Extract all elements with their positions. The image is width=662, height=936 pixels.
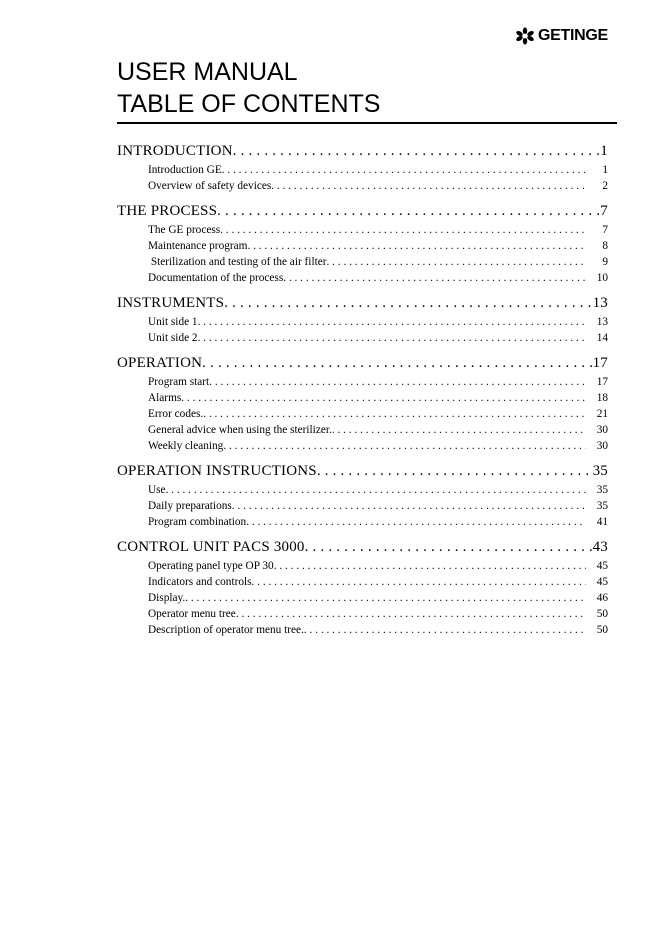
toc-chapter-entry[interactable] bbox=[117, 141, 608, 162]
toc-subsection-entry[interactable] bbox=[117, 270, 608, 286]
toc-subsection-entry[interactable] bbox=[117, 558, 608, 574]
subsection-title: General advice when using the sterilizer. bbox=[148, 424, 332, 436]
subsection-title: Display. bbox=[148, 592, 186, 604]
subsection-title: Documentation of the process bbox=[148, 272, 284, 284]
subsection-page-number: 50 bbox=[596, 624, 608, 636]
subsection-title: Introduction GE bbox=[148, 164, 222, 176]
chapter-page-number: 35 bbox=[592, 463, 608, 479]
toc-subsection-entry[interactable] bbox=[117, 330, 608, 346]
toc-subsection-entry[interactable] bbox=[117, 422, 608, 438]
dot-leader bbox=[332, 422, 586, 438]
subsection-page-number: 50 bbox=[596, 608, 608, 620]
subsection-page-number: 18 bbox=[596, 392, 608, 404]
subsection-page-number: 14 bbox=[596, 332, 608, 344]
toc-subsection-entry[interactable] bbox=[117, 482, 608, 498]
toc-subsection-entry[interactable] bbox=[117, 374, 608, 390]
dot-leader bbox=[305, 537, 593, 558]
subsection-page-number: 41 bbox=[596, 516, 608, 528]
dot-leader bbox=[202, 353, 592, 374]
subsection-title: Alarms bbox=[148, 392, 182, 404]
toc-section bbox=[117, 353, 608, 454]
toc-subsection-entry[interactable] bbox=[117, 222, 608, 238]
subsection-title: Maintenance program bbox=[148, 240, 248, 252]
subsection-title: Use bbox=[148, 484, 166, 496]
dot-leader bbox=[209, 374, 586, 390]
chapter-title: THE PROCESS bbox=[117, 203, 218, 219]
getinge-logo bbox=[515, 26, 608, 46]
dot-leader bbox=[252, 574, 586, 590]
toc-title: TABLE OF CONTENTS bbox=[117, 90, 381, 118]
toc-chapter-entry[interactable] bbox=[117, 201, 608, 222]
subsection-page-number: 35 bbox=[596, 500, 608, 512]
dot-leader bbox=[185, 590, 586, 606]
chapter-title: INSTRUMENTS bbox=[117, 295, 225, 311]
dot-leader bbox=[247, 238, 586, 254]
subsection-title: Operator menu tree bbox=[148, 608, 236, 620]
subsection-page-number: 21 bbox=[596, 408, 608, 420]
subsection-page-number: 13 bbox=[596, 316, 608, 328]
toc-section bbox=[117, 141, 608, 194]
toc-subsection-entry[interactable] bbox=[117, 438, 608, 454]
toc-subsection-entry[interactable] bbox=[117, 498, 608, 514]
toc-section bbox=[117, 461, 608, 530]
subsection-title: Indicators and controls bbox=[148, 576, 252, 588]
toc-subsection-entry[interactable] bbox=[117, 178, 608, 194]
subsection-page-number: 2 bbox=[602, 180, 608, 192]
toc-subsection-entry[interactable] bbox=[117, 254, 608, 270]
toc-section bbox=[117, 537, 608, 638]
toc-subsection-entry[interactable] bbox=[117, 390, 608, 406]
dot-leader bbox=[220, 222, 586, 238]
subsection-page-number: 17 bbox=[596, 376, 608, 388]
heading-divider bbox=[117, 122, 617, 124]
toc-chapter-entry[interactable] bbox=[117, 293, 608, 314]
toc-subsection-entry[interactable] bbox=[117, 162, 608, 178]
subsection-title: Program combination bbox=[148, 516, 247, 528]
subsection-title: Program start bbox=[148, 376, 210, 388]
toc-section bbox=[117, 201, 608, 286]
subsection-title: Description of operator menu tree. bbox=[148, 624, 304, 636]
table-of-contents bbox=[117, 141, 608, 645]
toc-section bbox=[117, 293, 608, 346]
dot-leader bbox=[232, 498, 586, 514]
subsection-title: Unit side 1 bbox=[148, 316, 198, 328]
subsection-page-number: 8 bbox=[602, 240, 608, 252]
page-heading bbox=[117, 56, 617, 120]
chapter-title: OPERATION INSTRUCTIONS bbox=[117, 463, 317, 479]
dot-leader bbox=[203, 406, 586, 422]
dot-leader bbox=[217, 201, 600, 222]
dot-leader bbox=[181, 390, 586, 406]
brand-name: GETINGE bbox=[538, 27, 608, 44]
dot-leader bbox=[327, 254, 587, 270]
chapter-page-number: 43 bbox=[592, 539, 608, 555]
subsection-page-number: 46 bbox=[596, 592, 608, 604]
subsection-title: Sterilization and testing of the air filter bbox=[148, 256, 327, 268]
toc-chapter-entry[interactable] bbox=[117, 461, 608, 482]
subsection-title: Weekly cleaning bbox=[148, 440, 224, 452]
subsection-page-number: 9 bbox=[602, 256, 608, 268]
subsection-title: The GE process bbox=[148, 224, 221, 236]
dot-leader bbox=[224, 293, 592, 314]
subsection-title: Daily preparations bbox=[148, 500, 232, 512]
toc-subsection-entry[interactable] bbox=[117, 590, 608, 606]
subsection-page-number: 1 bbox=[602, 164, 608, 176]
dot-leader bbox=[246, 514, 586, 530]
dot-leader bbox=[223, 438, 586, 454]
dot-leader bbox=[166, 482, 586, 498]
subsection-page-number: 30 bbox=[596, 424, 608, 436]
dot-leader bbox=[233, 141, 601, 162]
subsection-title: Overview of safety devices bbox=[148, 180, 272, 192]
dot-leader bbox=[236, 606, 586, 622]
dot-leader bbox=[274, 558, 586, 574]
dot-leader bbox=[283, 270, 586, 286]
chapter-title: CONTROL UNIT PACS 3000 bbox=[117, 539, 305, 555]
chapter-page-number: 13 bbox=[592, 295, 608, 311]
dot-leader bbox=[271, 178, 586, 194]
chapter-title: OPERATION bbox=[117, 355, 203, 371]
toc-subsection-entry[interactable] bbox=[117, 606, 608, 622]
dot-leader bbox=[317, 461, 593, 482]
getinge-flower-icon bbox=[515, 27, 535, 45]
dot-leader bbox=[304, 622, 586, 638]
subsection-title: Unit side 2 bbox=[148, 332, 198, 344]
dot-leader bbox=[198, 330, 586, 346]
toc-subsection-entry[interactable] bbox=[117, 514, 608, 530]
subsection-page-number: 35 bbox=[596, 484, 608, 496]
subsection-page-number: 30 bbox=[596, 440, 608, 452]
chapter-page-number: 17 bbox=[592, 355, 608, 371]
toc-subsection-entry[interactable] bbox=[117, 406, 608, 422]
subsection-title: Error codes. bbox=[148, 408, 204, 420]
toc-subsection-entry[interactable] bbox=[117, 574, 608, 590]
toc-subsection-entry[interactable] bbox=[117, 238, 608, 254]
subsection-page-number: 45 bbox=[596, 560, 608, 572]
toc-chapter-entry[interactable] bbox=[117, 537, 608, 558]
subsection-page-number: 10 bbox=[596, 272, 608, 284]
dot-leader bbox=[198, 314, 586, 330]
chapter-title: INTRODUCTION bbox=[117, 143, 233, 159]
chapter-page-number: 1 bbox=[600, 143, 608, 159]
toc-chapter-entry[interactable] bbox=[117, 353, 608, 374]
subsection-page-number: 45 bbox=[596, 576, 608, 588]
subsection-title: Operating panel type OP 30 bbox=[148, 560, 274, 572]
toc-subsection-entry[interactable] bbox=[117, 314, 608, 330]
manual-title: USER MANUAL bbox=[117, 58, 298, 86]
subsection-page-number: 7 bbox=[602, 224, 608, 236]
dot-leader bbox=[222, 162, 586, 178]
toc-subsection-entry[interactable] bbox=[117, 622, 608, 638]
chapter-page-number: 7 bbox=[600, 203, 608, 219]
